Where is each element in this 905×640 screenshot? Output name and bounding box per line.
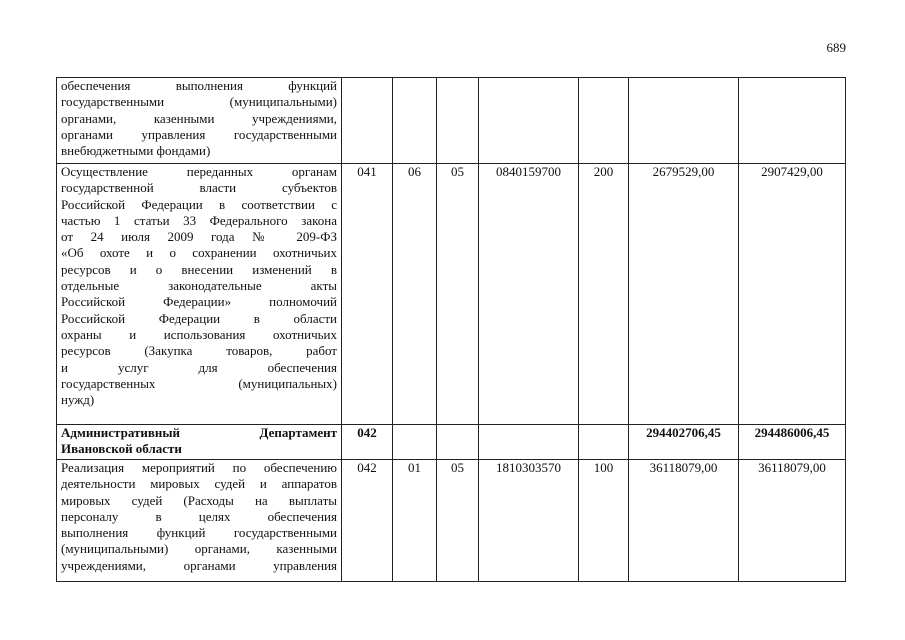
amount-2020: 36118079,00 (739, 460, 846, 582)
subsection-code: 05 (437, 460, 479, 582)
description-line: выполнения функций государственными (61, 525, 337, 541)
target-article-code (479, 425, 579, 460)
description-line: органами управления государственными (61, 126, 337, 142)
table-row (57, 460, 846, 582)
description-line: учреждениями, органами управления (61, 557, 337, 573)
description-line: Осуществление переданных органам (61, 164, 337, 179)
description-line: охраны и использования охотничьих (61, 326, 337, 342)
description-line: Российской Федерации в соответствии с (61, 196, 337, 212)
description-line: персоналу в целях обеспечения (61, 508, 337, 524)
description-line: Реализация мероприятий по обеспечению (61, 460, 337, 475)
description-line: Российской Федерации» полномочий (61, 294, 337, 310)
description-line: мировых судей (Расходы на выплаты (61, 492, 337, 508)
amount-2019: 36118079,00 (629, 460, 739, 582)
description-line: государственными (муниципальными) (61, 94, 337, 110)
description-line: государственной власти субъектов (61, 180, 337, 196)
expense-type-code (579, 78, 629, 164)
description-line: «Об охоте и о сохранении охотничьих (61, 245, 337, 261)
target-article-code: 0840159700 (479, 164, 579, 425)
section-code (393, 78, 437, 164)
table-row (57, 78, 846, 164)
expense-type-code (579, 425, 629, 460)
description-line: отдельные законодательные акты (61, 278, 337, 294)
ministry-code: 042 (342, 425, 393, 460)
subsection-code: 05 (437, 164, 479, 425)
description-line: ресурсов и о внесении изменений в (61, 261, 337, 277)
description-line: (муниципальными) органами, казенными (61, 541, 337, 557)
amount-2019: 294402706,45 (629, 425, 739, 460)
description-line: ресурсов (Закупка товаров, работ (61, 343, 337, 359)
amount-2020: 2907429,00 (739, 164, 846, 425)
description-line: обеспечения выполнения функций (61, 78, 337, 93)
description-line: Административный Департамент (61, 425, 337, 440)
description-line: внебюджетными фондами) (61, 143, 211, 159)
description-line: органами, казенными учреждениями, (61, 110, 337, 126)
section-code: 01 (393, 460, 437, 582)
amount-2019: 2679529,00 (629, 164, 739, 425)
description-line: от 24 июля 2009 года № 209-ФЗ (61, 229, 337, 245)
row-description (57, 78, 342, 164)
table-row (57, 164, 846, 425)
description-line: нужд) (61, 392, 95, 408)
description-line: государственных (муниципальных) (61, 375, 337, 391)
description-line: и услуг для обеспечения (61, 359, 337, 375)
section-code (393, 425, 437, 460)
row-description (57, 460, 342, 582)
subsection-code (437, 78, 479, 164)
expense-type-code: 200 (579, 164, 629, 425)
target-article-code (479, 78, 579, 164)
page-number: 689 (826, 40, 846, 55)
description-line: деятельности мировых судей и аппаратов (61, 476, 337, 492)
description-line: частью 1 статьи 33 Федерального закона (61, 212, 337, 228)
row-description (57, 164, 342, 425)
ministry-code: 041 (342, 164, 393, 425)
amount-2020 (739, 78, 846, 164)
row-description (57, 425, 342, 460)
subsection-code (437, 425, 479, 460)
description-line: Российской Федерации в области (61, 310, 337, 326)
table-row (57, 425, 846, 460)
description-line: Ивановской области (61, 441, 182, 457)
budget-table (56, 77, 846, 582)
ministry-code (342, 78, 393, 164)
target-article-code: 1810303570 (479, 460, 579, 582)
amount-2020: 294486006,45 (739, 425, 846, 460)
amount-2019 (629, 78, 739, 164)
ministry-code: 042 (342, 460, 393, 582)
section-code: 06 (393, 164, 437, 425)
expense-type-code: 100 (579, 460, 629, 582)
